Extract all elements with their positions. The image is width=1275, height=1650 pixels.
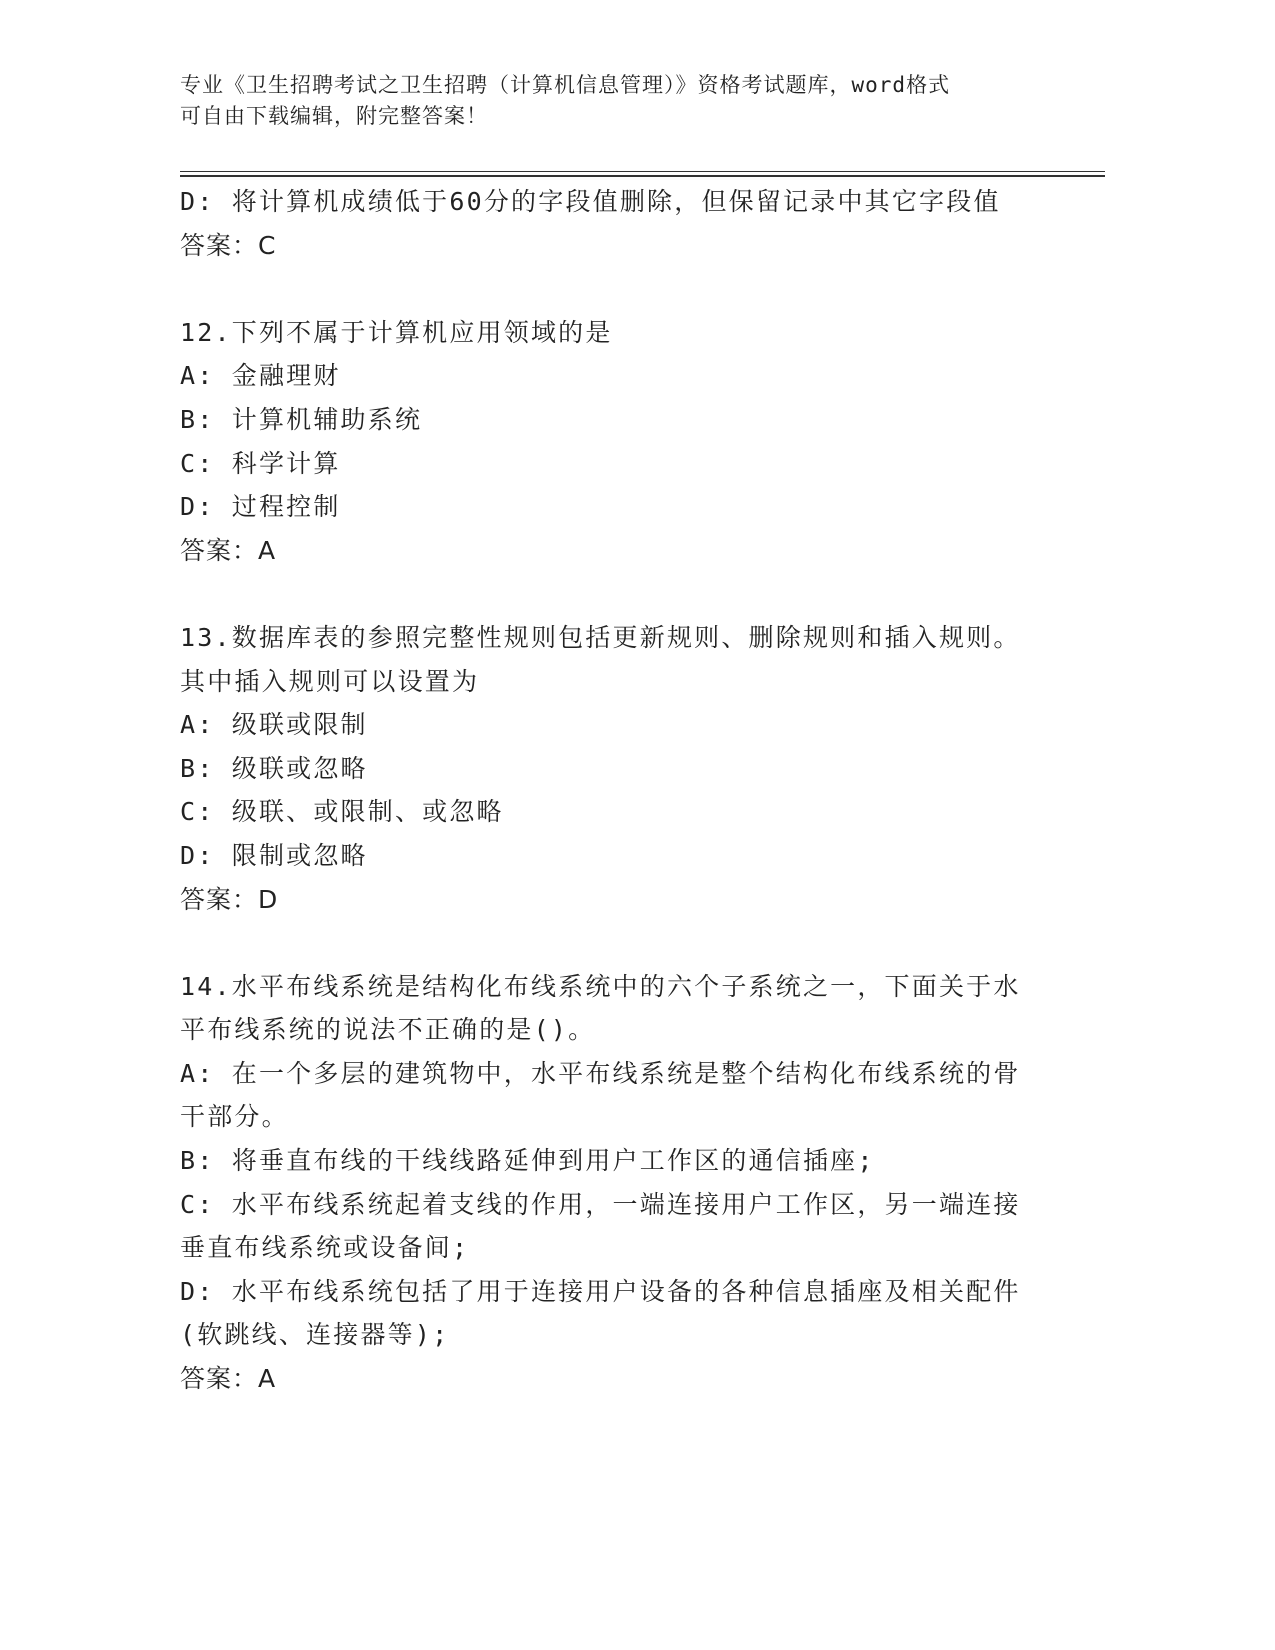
option-b: B: 计算机辅助系统 <box>180 404 423 434</box>
option-b: B: 级联或忽略 <box>180 753 368 783</box>
option-d: D: 过程控制 <box>180 492 341 522</box>
question-stem: 13.数据库表的参照完整性规则包括更新规则、删除规则和插入规则。 <box>180 622 1021 652</box>
option-a-continued: 干部分。 <box>180 1102 289 1132</box>
option-c: C: 水平布线系统起着支线的作用，一端连接用户工作区，另一端连接 <box>180 1189 1021 1219</box>
question-13 <box>180 616 1040 921</box>
option-b: B: 将垂直布线的干线线路延伸到用户工作区的通信插座; <box>180 1146 875 1176</box>
header-divider <box>180 171 1105 177</box>
option-d-continued: (软跳线、连接器等); <box>180 1320 450 1350</box>
document-header-note <box>180 70 1040 132</box>
answer: 答案：A <box>180 535 277 565</box>
answer: 答案：A <box>180 1364 277 1394</box>
spacer <box>180 921 1040 965</box>
question-stem: 12.下列不属于计算机应用领域的是 <box>180 317 613 347</box>
prev-answer: 答案：C <box>180 230 277 260</box>
option-d: D: 限制或忽略 <box>180 840 368 870</box>
option-a: A: 级联或限制 <box>180 710 368 740</box>
header-note-line-1: 专业《卫生招聘考试之卫生招聘（计算机信息管理）》资格考试题库，word格式 <box>180 73 951 97</box>
question-stem: 14.水平布线系统是结构化布线系统中的六个子系统之一，下面关于水 <box>180 971 1021 1001</box>
spacer <box>180 572 1040 616</box>
option-d: D: 水平布线系统包括了用于连接用户设备的各种信息插座及相关配件 <box>180 1276 1021 1306</box>
question-stem-continued: 平布线系统的说法不正确的是()。 <box>180 1015 596 1045</box>
prev-option-d: D: 将计算机成绩低于60分的字段值删除，但保留记录中其它字段值 <box>180 187 1001 216</box>
header-note-line-2: 可自由下载编辑，附完整答案！ <box>180 104 488 128</box>
spacer <box>180 267 1040 311</box>
option-c: C: 级联、或限制、或忽略 <box>180 797 504 827</box>
option-c: C: 科学计算 <box>180 448 341 478</box>
question-stem-continued: 其中插入规则可以设置为 <box>180 666 480 696</box>
question-12 <box>180 311 1040 573</box>
option-a: A: 在一个多层的建筑物中，水平布线系统是整个结构化布线系统的骨 <box>180 1058 1021 1088</box>
option-c-continued: 垂直布线系统或设备间; <box>180 1233 470 1263</box>
option-a: A: 金融理财 <box>180 361 341 391</box>
answer: 答案：D <box>180 884 279 914</box>
question-content <box>180 180 1040 1401</box>
question-14 <box>180 965 1040 1401</box>
